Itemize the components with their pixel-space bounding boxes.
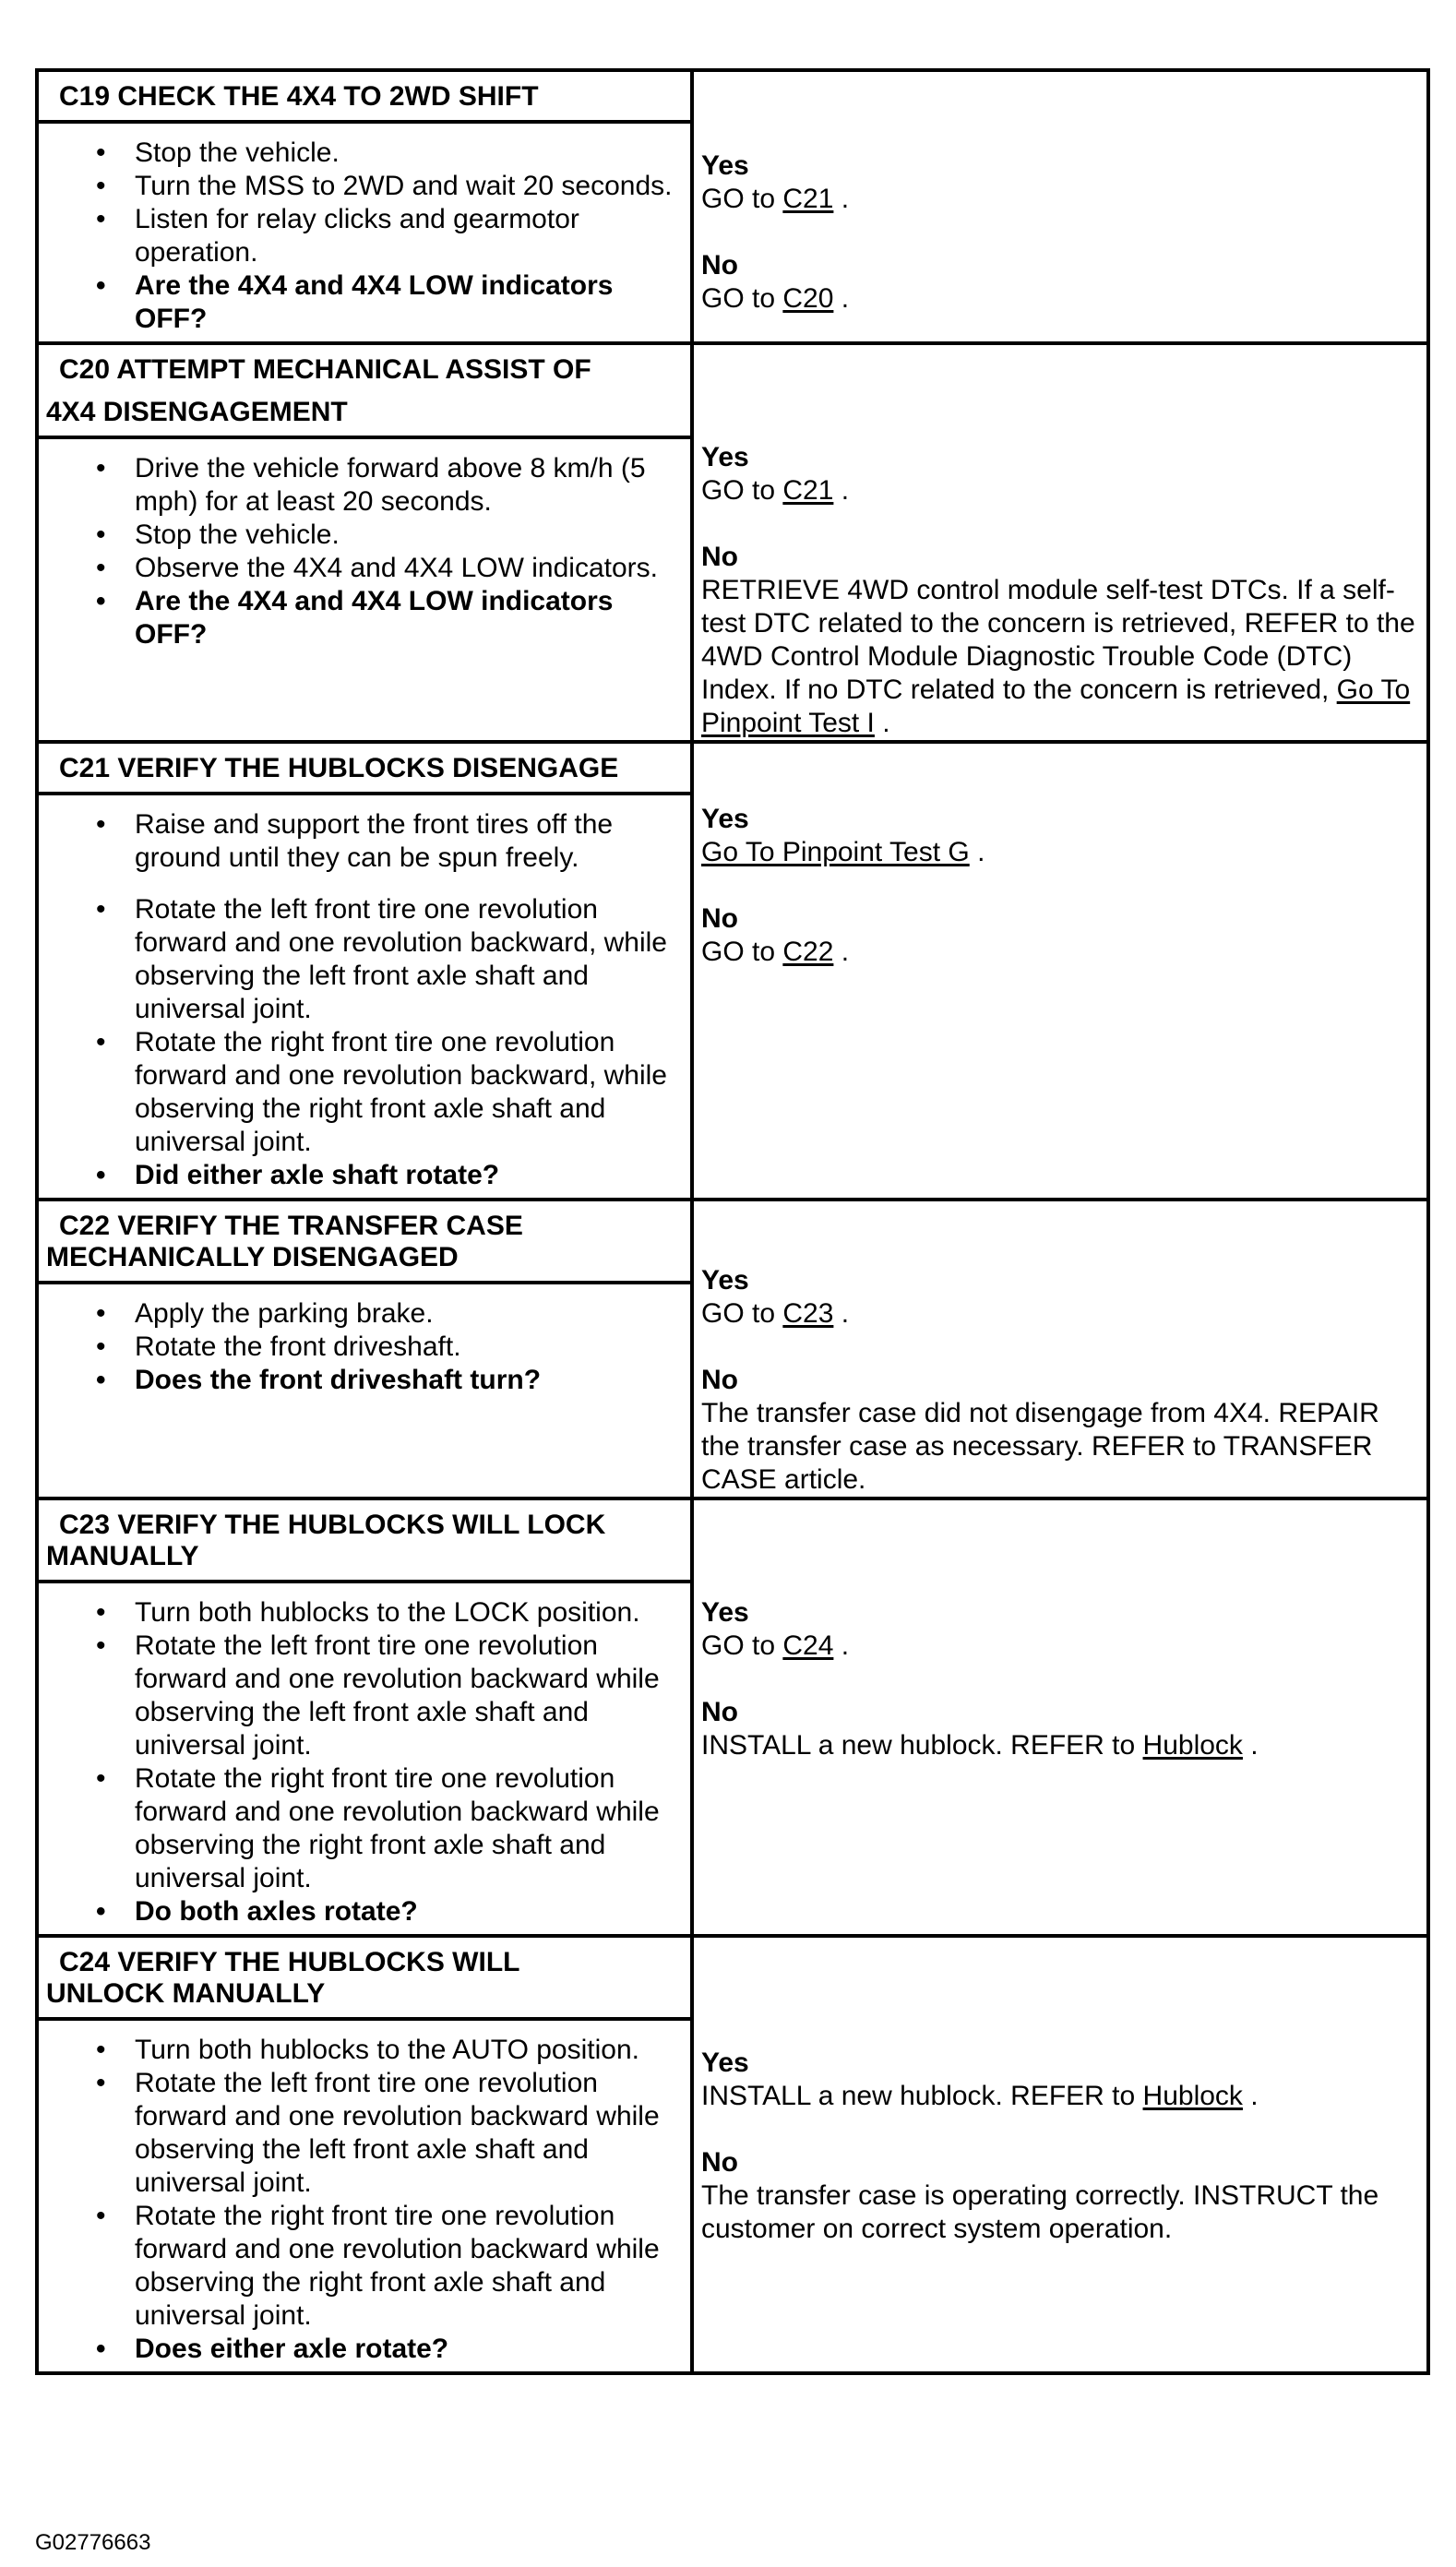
step-heading (39, 744, 690, 795)
instruction-item: • Rotate the right front tire one revolution forward and one revolution backward while observing the right front axle shaft and universal joint. (59, 2200, 679, 2333)
instruction-list (39, 1583, 690, 1934)
result-suffix: . (1242, 1730, 1259, 1761)
result-label: Yes (701, 1597, 749, 1628)
step-heading-line: C22 VERIFY THE TRANSFER CASE (59, 1211, 523, 1241)
result-no (701, 249, 1415, 316)
instruction-list (39, 795, 690, 1198)
result-label: No (701, 903, 738, 934)
result-text (701, 2179, 1415, 2246)
step-reference-link[interactable]: C24 (782, 1630, 834, 1661)
step-reference-link[interactable]: C21 (782, 184, 834, 214)
step-results-cell (692, 1498, 1428, 1936)
step-heading (39, 1201, 690, 1284)
step-instructions-cell (37, 742, 692, 1200)
result-label: No (701, 1697, 738, 1727)
instruction-item: • Raise and support the front tires off the ground until they can be spun freely. (59, 808, 679, 875)
result-suffix: . (833, 937, 850, 967)
result-text (701, 836, 1415, 869)
result-action: The transfer case is operating correctly. INSTRUCT the customer on correct system operation. (701, 2180, 1379, 2244)
result-action: GO to (701, 283, 783, 314)
result-suffix: . (833, 283, 850, 314)
instruction-item: • Drive the vehicle forward above 8 km/h (5 mph) for at least 20 seconds. (59, 452, 679, 519)
result-label: Yes (701, 804, 749, 834)
result-action: GO to (701, 475, 783, 506)
step-reference-link[interactable]: Hublock (1142, 2081, 1243, 2111)
step-heading-line: MANUALLY (46, 1541, 199, 1571)
step-reference-link[interactable]: C22 (782, 937, 834, 967)
step-heading (39, 345, 690, 439)
result-action: RETRIEVE 4WD control module self-test DTCs. If a self-test DTC related to the concern is retrieved, REFER to the 4WD Control Module Diagnostic Trouble Code (DTC) Index. If no DTC related to the concern is retrieved, (701, 575, 1415, 705)
instruction-item: • Turn both hublocks to the LOCK position. (59, 1596, 679, 1630)
results (694, 744, 1426, 969)
step-results-cell (692, 1200, 1428, 1498)
check-question: • Does the front driveshaft turn? (59, 1364, 679, 1397)
result-text (701, 474, 1415, 507)
result-yes (701, 803, 1415, 869)
step-reference-link[interactable]: Go To Pinpoint Test I (701, 675, 1411, 738)
instruction-item: • Observe the 4X4 and 4X4 LOW indicators. (59, 552, 679, 585)
result-yes (701, 2047, 1415, 2113)
instruction-list (39, 124, 690, 341)
instruction-item: • Rotate the right front tire one revolution forward and one revolution backward, while observing the right front axle shaft and universal joint. (59, 1026, 679, 1159)
step-results-cell (692, 1936, 1428, 2373)
instruction-item: • Rotate the front driveshaft. (59, 1331, 679, 1364)
step-instructions-cell (37, 1498, 692, 1936)
check-question: • Did either axle shaft rotate? (59, 1159, 679, 1192)
step-reference-link[interactable]: Hublock (1142, 1730, 1243, 1761)
step-row (37, 343, 1428, 742)
check-question: • Are the 4X4 and 4X4 LOW indicators OFF? (59, 269, 679, 336)
step-instructions-cell (37, 343, 692, 742)
result-yes (701, 1264, 1415, 1331)
step-row (37, 1498, 1428, 1936)
step-reference-link[interactable]: C23 (782, 1298, 834, 1329)
figure-code: G02776663 (35, 2530, 151, 2555)
instruction-item: • Rotate the left front tire one revolution forward and one revolution backward while observing the left front axle shaft and universal joint. (59, 2067, 679, 2200)
step-heading-line: C23 VERIFY THE HUBLOCKS WILL LOCK (59, 1510, 606, 1540)
check-question: • Are the 4X4 and 4X4 LOW indicators OFF? (59, 585, 679, 651)
step-heading-line: 4X4 DISENGAGEMENT (46, 397, 348, 427)
result-text (701, 936, 1415, 969)
result-action: GO to (701, 184, 783, 214)
result-action: GO to (701, 1630, 783, 1661)
result-text (701, 1729, 1415, 1762)
results (694, 1938, 1426, 2246)
step-reference-link[interactable]: C21 (782, 475, 834, 506)
result-suffix: . (1242, 2081, 1259, 2111)
step-results-cell (692, 343, 1428, 742)
step-heading-line: UNLOCK MANUALLY (46, 1978, 326, 2009)
result-no (701, 541, 1415, 740)
instruction-item: • Rotate the left front tire one revolution forward and one revolution backward while observing the left front axle shaft and universal joint. (59, 1630, 679, 1762)
instruction-item: • Turn both hublocks to the AUTO position. (59, 2034, 679, 2067)
result-text (701, 282, 1415, 316)
results (694, 1500, 1426, 1762)
step-heading-line: C20 ATTEMPT MECHANICAL ASSIST OF (59, 354, 591, 385)
instruction-item: • Stop the vehicle. (59, 137, 679, 170)
result-suffix: . (874, 708, 890, 738)
result-action: GO to (701, 1298, 783, 1329)
pinpoint-test-table (35, 68, 1430, 2375)
instruction-list (39, 439, 690, 657)
result-label: Yes (701, 1265, 749, 1295)
step-reference-link[interactable]: Go To Pinpoint Test G (701, 837, 970, 867)
result-no (701, 1696, 1415, 1762)
result-suffix: . (969, 837, 985, 867)
step-instructions-cell (37, 1936, 692, 2373)
step-heading (39, 1938, 690, 2021)
result-text (701, 1297, 1415, 1331)
step-heading-line: C21 VERIFY THE HUBLOCKS DISENGAGE (59, 753, 619, 783)
result-text (701, 1630, 1415, 1663)
result-no (701, 1364, 1415, 1497)
instruction-item: • Turn the MSS to 2WD and wait 20 seconds. (59, 170, 679, 203)
result-text (701, 574, 1415, 740)
result-label: No (701, 542, 738, 572)
results (694, 72, 1426, 316)
result-action: GO to (701, 937, 783, 967)
result-text (701, 183, 1415, 216)
result-label: No (701, 250, 738, 281)
step-heading (39, 1500, 690, 1583)
step-row (37, 742, 1428, 1200)
instruction-item: • Rotate the right front tire one revolution forward and one revolution backward while observing the right front axle shaft and universal joint. (59, 1762, 679, 1895)
diagnostic-procedure (35, 68, 1419, 2375)
result-action: The transfer case did not disengage from 4X4. REPAIR the transfer case as necessary. REFER to TRANSFER CASE article. (701, 1398, 1379, 1495)
step-heading (39, 72, 690, 124)
step-heading-line: MECHANICALLY DISENGAGED (46, 1242, 459, 1272)
result-label: Yes (701, 2048, 749, 2078)
result-action: INSTALL a new hublock. REFER to (701, 1730, 1143, 1761)
result-text (701, 1397, 1415, 1497)
check-question: • Does either axle rotate? (59, 2333, 679, 2366)
instruction-item: • Apply the parking brake. (59, 1297, 679, 1331)
result-suffix: . (833, 475, 850, 506)
result-label: Yes (701, 442, 749, 472)
step-row (37, 1200, 1428, 1498)
step-heading-line: C19 CHECK THE 4X4 TO 2WD SHIFT (59, 81, 539, 112)
step-results-cell (692, 742, 1428, 1200)
instruction-item: • Rotate the left front tire one revolution forward and one revolution backward, while observing the left front axle shaft and universal joint. (59, 893, 679, 1026)
result-no (701, 2146, 1415, 2246)
result-text (701, 2080, 1415, 2113)
result-yes (701, 441, 1415, 507)
results (694, 345, 1426, 740)
result-no (701, 902, 1415, 969)
result-label: No (701, 1365, 738, 1395)
step-instructions-cell (37, 70, 692, 343)
step-reference-link[interactable]: C20 (782, 283, 834, 314)
result-suffix: . (833, 1630, 850, 1661)
results (694, 1201, 1426, 1497)
result-label: Yes (701, 150, 749, 181)
result-suffix: . (833, 184, 850, 214)
result-action: INSTALL a new hublock. REFER to (701, 2081, 1143, 2111)
step-instructions-cell (37, 1200, 692, 1498)
instruction-item: • Listen for relay clicks and gearmotor operation. (59, 203, 679, 269)
result-yes (701, 1596, 1415, 1663)
step-results-cell (692, 70, 1428, 343)
result-label: No (701, 2147, 738, 2178)
instruction-list (39, 1284, 690, 1403)
check-question: • Do both axles rotate? (59, 1895, 679, 1928)
instruction-list (39, 2021, 690, 2371)
step-heading-line: C24 VERIFY THE HUBLOCKS WILL (59, 1947, 520, 1977)
instruction-item: • Stop the vehicle. (59, 519, 679, 552)
result-yes (701, 149, 1415, 216)
step-row (37, 1936, 1428, 2373)
result-suffix: . (833, 1298, 850, 1329)
step-row (37, 70, 1428, 343)
